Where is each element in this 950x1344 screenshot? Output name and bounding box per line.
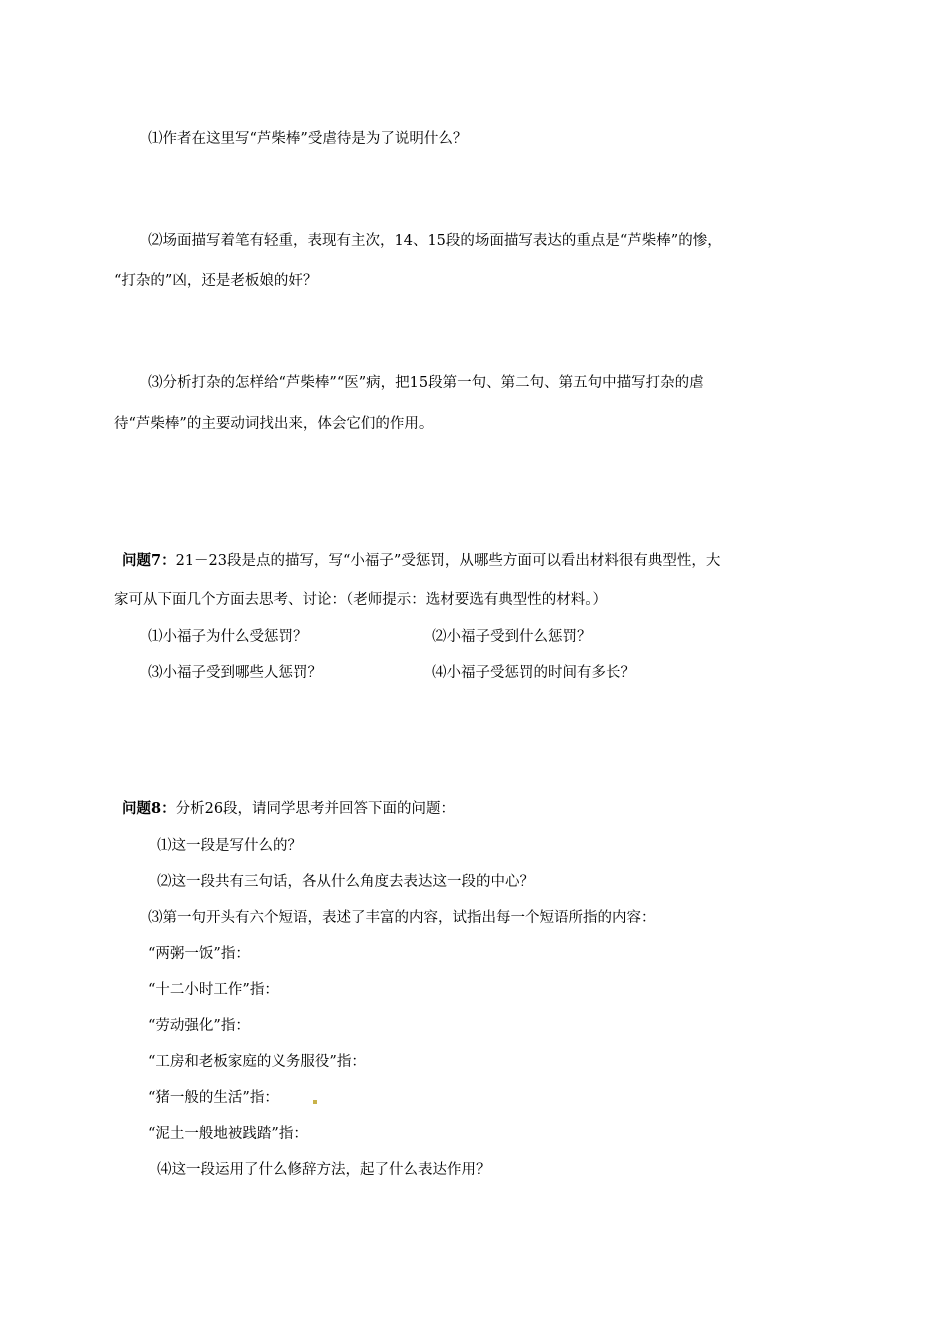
- q8-phrase-6: “泥土一般地被践踏”指：: [148, 1126, 308, 1142]
- q8-item-1: ⑴这一段是写什么的？: [157, 838, 302, 854]
- q8-label: 问题8：: [122, 800, 176, 817]
- q6-item-2-line-1: ⑵场面描写着笔有轻重，表现有主次，14、15段的场面描写表达的重点是“芦柴棒”的惨，: [148, 233, 722, 249]
- q8-phrase-5: “猪一般的生活”指：: [148, 1090, 279, 1106]
- q6-item-1: ⑴作者在这里写“芦柴棒”受虐待是为了说明什么？: [148, 131, 468, 147]
- q7-text-1: 21－23段是点的描写，写“小福子”受惩罚，从哪些方面可以看出材料很有典型性，大: [175, 553, 721, 569]
- q7-line-1: [122, 551, 720, 571]
- q8-item-3: ⑶第一句开头有六个短语，表述了丰富的内容，试指出每一个短语所指的内容：: [148, 910, 656, 926]
- q6-item-3-line-1: ⑶分析打杂的怎样给“芦柴棒”“医”病，把15段第一句、第二句、第五句中描写打杂的虐: [148, 375, 704, 391]
- q8-phrase-3: “劳动强化”指：: [148, 1018, 250, 1034]
- q6-item-3-line-2: 待“芦柴棒”的主要动词找出来，体会它们的作用。: [114, 416, 434, 432]
- q8-item-4: ⑷这一段运用了什么修辞方法，起了什么表达作用？: [157, 1162, 491, 1178]
- q8-item-2: ⑵这一段共有三句话，各从什么角度去表达这一段的中心？: [157, 874, 534, 890]
- q7-item-1: ⑴小福子为什么受惩罚？: [148, 629, 308, 645]
- q8-intro-line: [122, 799, 455, 819]
- stray-mark: [313, 1100, 317, 1104]
- q8-intro: 分析26段，请同学思考并回答下面的问题：: [175, 801, 456, 817]
- q8-phrase-4: “工房和老板家庭的义务服役”指：: [148, 1054, 366, 1070]
- q7-line-2: 家可从下面几个方面去思考、讨论：（老师提示：选材要选有典型性的材料。）: [114, 592, 607, 608]
- q7-item-2: ⑵小福子受到什么惩罚？: [432, 629, 592, 645]
- q8-phrase-1: “两粥一饭”指：: [148, 946, 250, 962]
- q8-phrase-2: “十二小时工作”指：: [148, 982, 279, 998]
- q7-item-3: ⑶小福子受到哪些人惩罚？: [148, 665, 322, 681]
- q7-item-4: ⑷小福子受惩罚的时间有多长？: [432, 665, 635, 681]
- q7-label: 问题7：: [122, 552, 176, 569]
- q6-item-2-line-2: “打杂的”凶，还是老板娘的奸？: [114, 273, 318, 289]
